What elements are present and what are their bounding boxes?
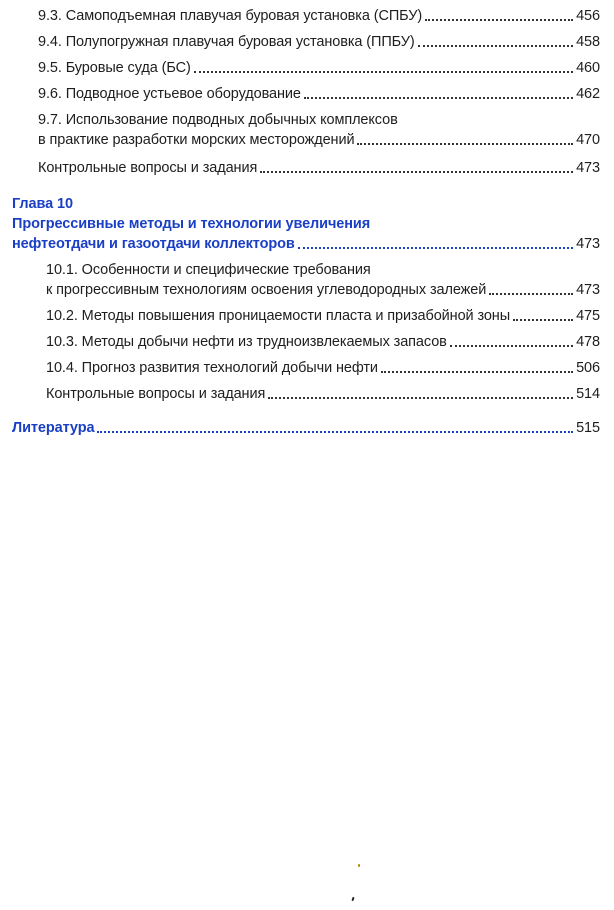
toc-entry-9-4[interactable]	[38, 32, 600, 52]
leader-dots	[260, 170, 573, 173]
leader-dots	[425, 18, 573, 21]
toc-page-number: 473	[576, 282, 600, 298]
leader-dots	[381, 370, 573, 373]
toc-entry-10-4[interactable]	[46, 358, 600, 378]
toc-entry-ch9-questions[interactable]	[38, 158, 600, 178]
literature-label: Литература	[12, 420, 95, 436]
toc-page-number: 470	[576, 132, 600, 148]
leader-dots	[418, 44, 574, 47]
leader-dots	[194, 70, 573, 73]
toc-page-number: 460	[576, 60, 600, 76]
toc-entry-label: 9.6. Подводное устьевое оборудование	[38, 86, 301, 102]
toc-page-number: 462	[576, 86, 600, 102]
leader-dots	[357, 142, 573, 145]
toc-page-number: 478	[576, 334, 600, 350]
toc-entry-label: 10.3. Методы добычи нефти из трудноизвлекаемых запасов	[46, 334, 447, 350]
toc-page-number: 514	[576, 386, 600, 402]
leader-dots	[304, 96, 573, 99]
toc-entry-literature[interactable]	[12, 418, 600, 438]
toc-entry-9-3[interactable]	[38, 6, 600, 26]
toc-entry-9-6[interactable]	[38, 84, 600, 104]
paper-speck	[351, 897, 354, 901]
leader-dots	[298, 246, 573, 249]
toc-entry-label: Контрольные вопросы и задания	[46, 386, 266, 402]
leader-dots	[268, 396, 573, 399]
toc-page-number: 473	[576, 160, 600, 176]
toc-entry-10-1[interactable]	[46, 260, 600, 300]
toc-page-number: 456	[576, 8, 600, 24]
toc-entry-label-line2: в практике разработки морских месторождений	[38, 132, 355, 148]
chapter-title-line1: Прогрессивные методы и технологии увеличения	[12, 216, 371, 232]
toc-entry-label: Контрольные вопросы и задания	[38, 160, 258, 176]
toc-entry-label: 10.2. Методы повышения проницаемости пласта и призабойной зоны	[46, 308, 511, 324]
leader-dots	[489, 292, 573, 295]
chapter-heading: Глава 10	[12, 196, 73, 212]
toc-page-number: 515	[576, 420, 600, 436]
toc-entry-10-3[interactable]	[46, 332, 600, 352]
toc-entry-label: 10.4. Прогноз развития технологий добычи нефти	[46, 360, 378, 376]
toc-page-number: 475	[576, 308, 600, 324]
toc-entry-label: 9.3. Самоподъемная плавучая буровая установка (СПБУ)	[38, 8, 423, 24]
toc-entry-9-5[interactable]	[38, 58, 600, 78]
toc-entry-10-2[interactable]	[46, 306, 600, 326]
toc-entry-ch10-questions[interactable]	[46, 384, 600, 404]
toc-entry-label-line1: 10.1. Особенности и специфические требования	[46, 262, 371, 278]
toc-page-number: 506	[576, 360, 600, 376]
toc-entry-label-line1: 9.7. Использование подводных добычных комплексов	[38, 112, 398, 128]
leader-dots	[513, 318, 573, 321]
toc-entry-label-line2: к прогрессивным технологиям освоения углеводородных залежей	[46, 282, 487, 298]
toc-chapter-10[interactable]	[12, 194, 600, 254]
toc-entry-label: 9.5. Буровые суда (БС)	[38, 60, 191, 76]
chapter-title-line2: нефтеотдачи и газоотдачи коллекторов	[12, 236, 295, 252]
toc-page-number: 458	[576, 34, 600, 50]
leader-dots	[97, 430, 573, 433]
toc-entry-label: 9.4. Полупогружная плавучая буровая установка (ППБУ)	[38, 34, 415, 50]
paper-speck	[358, 864, 360, 867]
toc-page-number: 473	[576, 236, 600, 252]
leader-dots	[450, 344, 573, 347]
toc-entry-9-7[interactable]	[38, 110, 600, 150]
